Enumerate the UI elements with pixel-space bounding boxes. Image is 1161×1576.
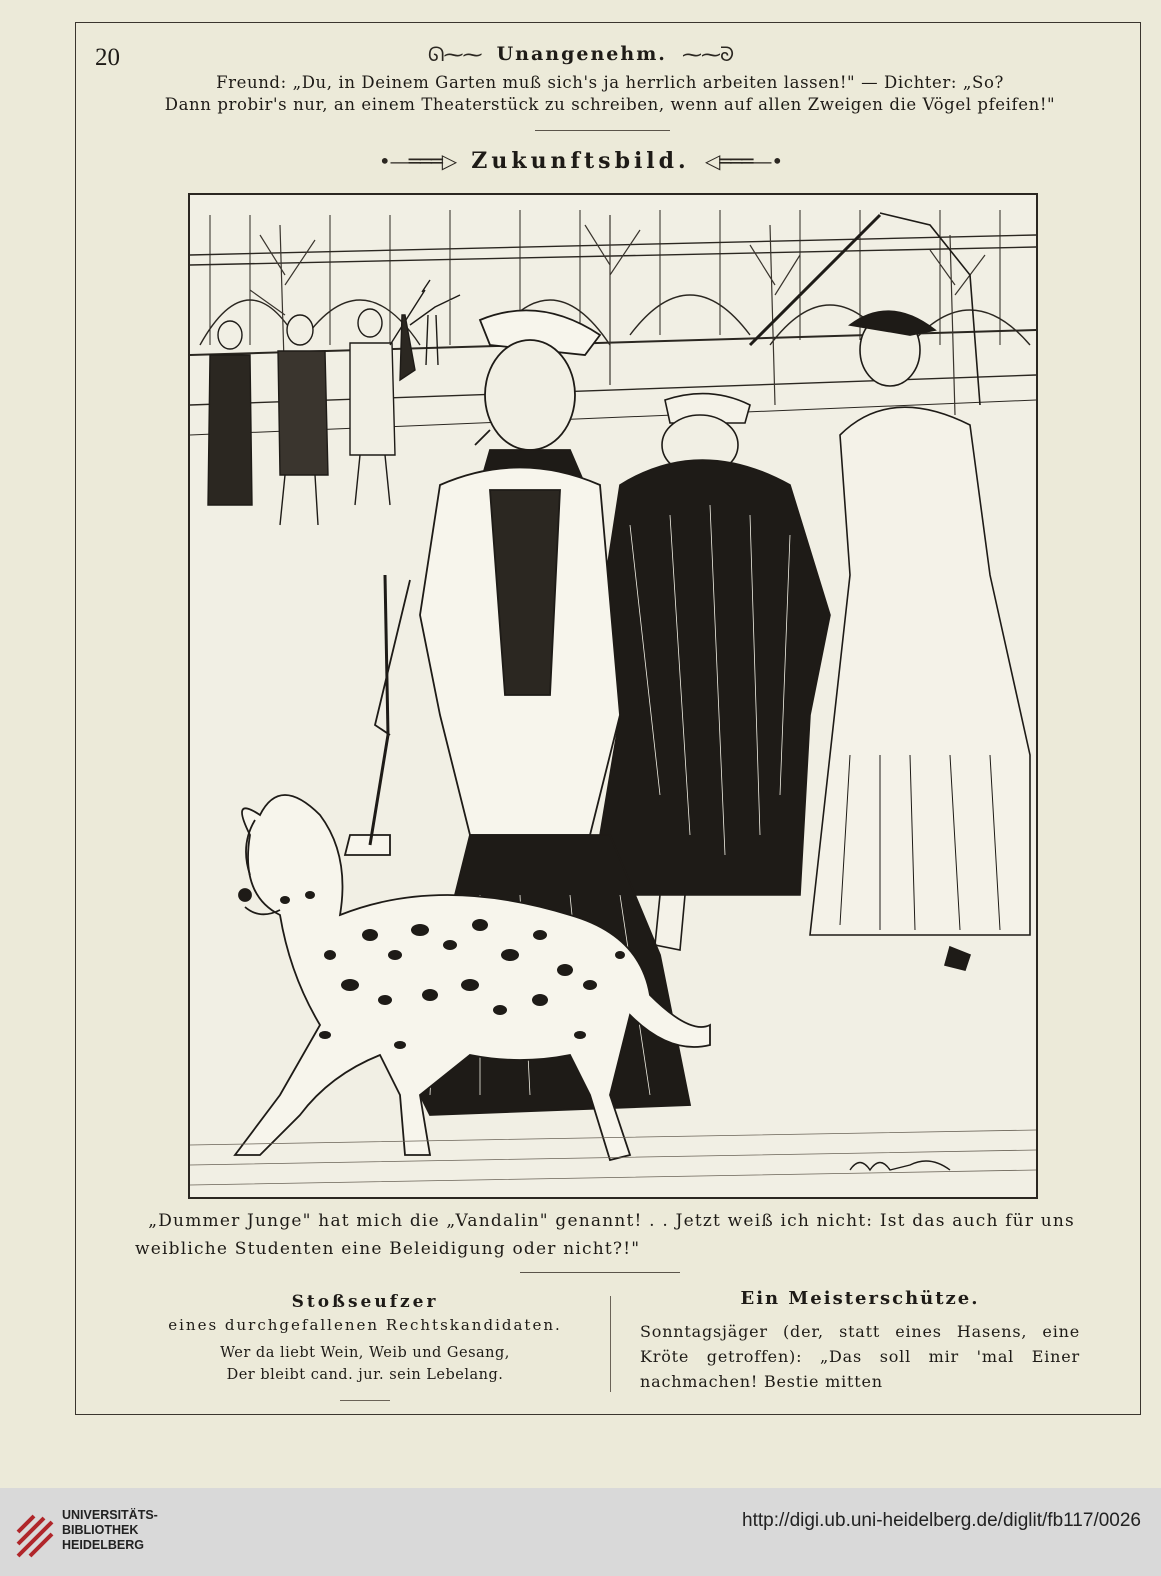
footer-bar — [0, 1488, 1161, 1576]
divider-rule — [340, 1400, 390, 1401]
illustration-drawing — [190, 195, 1036, 1197]
ornament-left-icon: ᘏ⁓⁓ — [427, 42, 482, 66]
meisterschuetze-title: Ein Meisterschütze. — [740, 1288, 980, 1309]
logo-line-2: BIBLIOTHEK — [62, 1523, 139, 1537]
ornament-right-icon: ◁═══—• — [704, 149, 783, 173]
ornament-right-icon: ⁓⁓ᘐ — [682, 42, 734, 66]
stossseufzer-subtitle: eines durchgefallenen Rechtskandidaten. — [168, 1316, 562, 1334]
column-stossseufzer — [130, 1292, 600, 1401]
divider-rule — [520, 1272, 680, 1273]
logo-line-1: UNIVERSITÄTS- — [62, 1508, 158, 1522]
verse-line-1: Wer da liebt Wein, Weib und Gesang, — [220, 1345, 510, 1361]
illustration-caption — [135, 1207, 1075, 1263]
illustration-zukunftsbild — [188, 193, 1038, 1199]
verse-line-2: Der bleibt cand. jur. sein Lebelang. — [226, 1367, 504, 1383]
divider-rule — [535, 130, 670, 131]
logo-line-3: HEIDELBERG — [62, 1538, 144, 1552]
title-unangenehm: Unangenehm. — [496, 43, 667, 65]
caption-line-1: „Dummer Junge" hat mich die „Vandalin" genannt! . . Jetzt weiß ich nicht: Ist das auch für uns — [148, 1211, 1075, 1231]
meisterschuetze-body: Sonntagsjäger (der, statt eines Hasens, eine Kröte getroffen): „Das soll mir 'mal Einer nachmachen! Bestie mitten — [640, 1322, 1080, 1391]
library-logo-icon — [14, 1502, 56, 1558]
library-logo-text — [62, 1508, 158, 1553]
stossseufzer-title: Stoßseufzer — [291, 1292, 439, 1312]
title-zukunftsbild: Zukunftsbild. — [471, 148, 690, 174]
ornament-left-icon: •—═══▷ — [378, 149, 457, 173]
dialog-line-1: Freund: „Du, in Deinem Garten muß sich's ja herrlich arbeiten lassen!" — Dichter: „So? — [216, 73, 1004, 92]
page-number: 20 — [95, 44, 120, 71]
column-meisterschuetze — [640, 1288, 1080, 1394]
title-unangenehm-row — [0, 42, 1161, 66]
dialog-line-2: Dann probir's nur, an einem Theaterstück zu schreiben, wenn auf allen Zweigen die Vögel pfeifen!" — [164, 95, 1056, 114]
caption-line-2: weibliche Studenten eine Beleidigung oder nicht?!" — [135, 1239, 641, 1259]
title-zukunftsbild-row — [0, 148, 1161, 174]
source-url-link[interactable]: http://digi.ub.uni-heidelberg.de/diglit/fb117/0026 — [742, 1510, 1141, 1531]
column-divider — [610, 1296, 611, 1392]
